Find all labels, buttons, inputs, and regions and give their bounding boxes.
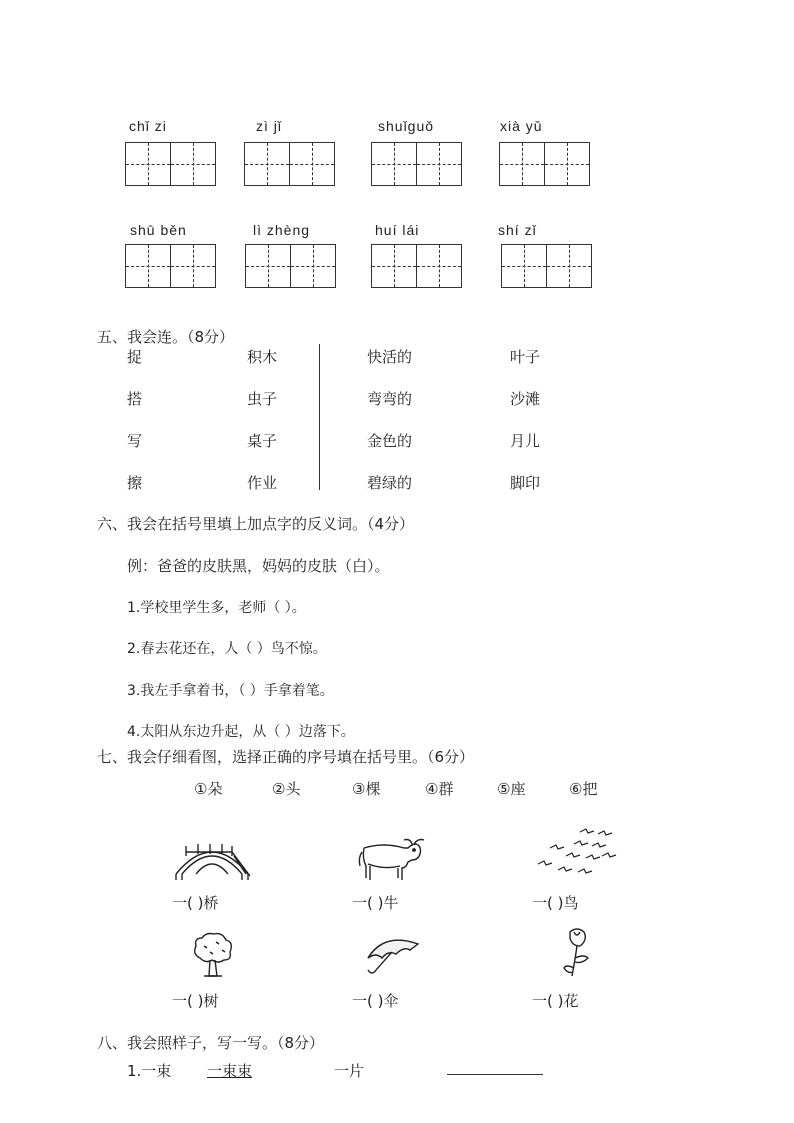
writing-grid[interactable] xyxy=(499,142,590,186)
match-word[interactable]: 虫子 xyxy=(247,390,278,408)
match-word[interactable]: 月儿 xyxy=(510,432,541,450)
writing-grid[interactable] xyxy=(244,142,335,186)
divider-line xyxy=(319,344,320,490)
pinyin-label: xià yǔ xyxy=(500,118,543,134)
match-word[interactable]: 碧绿的 xyxy=(367,474,413,492)
birds-icon xyxy=(530,826,620,884)
writing-grid[interactable] xyxy=(125,142,216,186)
match-word[interactable]: 脚印 xyxy=(510,474,541,492)
option-label: ①朵 xyxy=(194,780,223,798)
question-item[interactable]: 4.太阳从东边升起，从（ ）边落下。 xyxy=(127,724,355,740)
pinyin-label: shí zǐ xyxy=(498,222,537,238)
pinyin-label: shuǐguǒ xyxy=(378,118,435,134)
section-title: 七、我会仔细看图，选择正确的序号填在括号里。（6分） xyxy=(97,748,475,766)
question-item[interactable]: 2.春去花还在，人（ ）鸟不惊。 xyxy=(127,641,327,657)
writing-grid[interactable] xyxy=(245,244,336,288)
example-answer: 一束束 xyxy=(207,1062,253,1080)
option-label: ③棵 xyxy=(352,780,381,798)
match-word[interactable]: 作业 xyxy=(247,474,278,492)
writing-grid[interactable] xyxy=(371,244,462,288)
question-item[interactable]: 3.我左手拿着书，（ ）手拿着笔。 xyxy=(127,683,334,699)
measure-word-fill[interactable]: 一( )桥 xyxy=(172,894,219,912)
option-label: ②头 xyxy=(272,780,301,798)
example-sentence: 例：爸爸的皮肤黑，妈妈的皮肤（白）。 xyxy=(127,557,390,575)
example-word: 1.一束 xyxy=(127,1062,172,1080)
question-item[interactable]: 1.学校里学生多，老师（ ）。 xyxy=(127,600,306,616)
measure-word-fill[interactable]: 一( )树 xyxy=(172,992,219,1010)
pinyin-label: zì jǐ xyxy=(256,118,282,134)
match-word[interactable]: 弯弯的 xyxy=(367,390,413,408)
option-label: ④群 xyxy=(425,780,454,798)
task-word: 一片 xyxy=(334,1062,365,1080)
measure-word-fill[interactable]: 一( )牛 xyxy=(352,894,399,912)
measure-word-fill[interactable]: 一( )鸟 xyxy=(532,894,579,912)
umbrella-icon xyxy=(364,930,422,978)
section-title: 六、我会在括号里填上加点字的反义词。（4分） xyxy=(97,515,415,533)
match-word[interactable]: 桌子 xyxy=(247,432,278,450)
pinyin-label: shū běn xyxy=(130,222,187,238)
measure-word-fill[interactable]: 一( )花 xyxy=(532,992,579,1010)
writing-grid[interactable] xyxy=(371,142,462,186)
option-label: ⑤座 xyxy=(497,780,526,798)
section-title: 五、我会连。（8分） xyxy=(97,328,235,346)
answer-blank[interactable] xyxy=(447,1074,543,1075)
writing-grid[interactable] xyxy=(501,244,592,288)
measure-word-fill[interactable]: 一( )伞 xyxy=(352,992,399,1010)
flower-icon xyxy=(560,926,594,980)
pinyin-label: chǐ zi xyxy=(129,118,167,134)
match-word[interactable]: 搭 xyxy=(127,390,143,408)
match-word[interactable]: 叶子 xyxy=(510,348,541,366)
writing-grid[interactable] xyxy=(125,244,216,288)
section-title: 八、我会照样子，写一写。（8分） xyxy=(97,1034,325,1052)
option-label: ⑥把 xyxy=(569,780,598,798)
match-word[interactable]: 捉 xyxy=(127,348,143,366)
match-word[interactable]: 沙滩 xyxy=(510,390,541,408)
match-word[interactable]: 积木 xyxy=(247,348,278,366)
match-word[interactable]: 金色的 xyxy=(367,432,413,450)
pinyin-label: lì zhèng xyxy=(253,222,311,238)
pinyin-label: huí lái xyxy=(375,222,420,238)
tree-icon xyxy=(188,930,238,980)
cow-icon xyxy=(354,836,430,884)
match-word[interactable]: 写 xyxy=(127,432,143,450)
bridge-icon xyxy=(172,832,252,882)
match-word[interactable]: 擦 xyxy=(127,474,143,492)
match-word[interactable]: 快活的 xyxy=(367,348,413,366)
